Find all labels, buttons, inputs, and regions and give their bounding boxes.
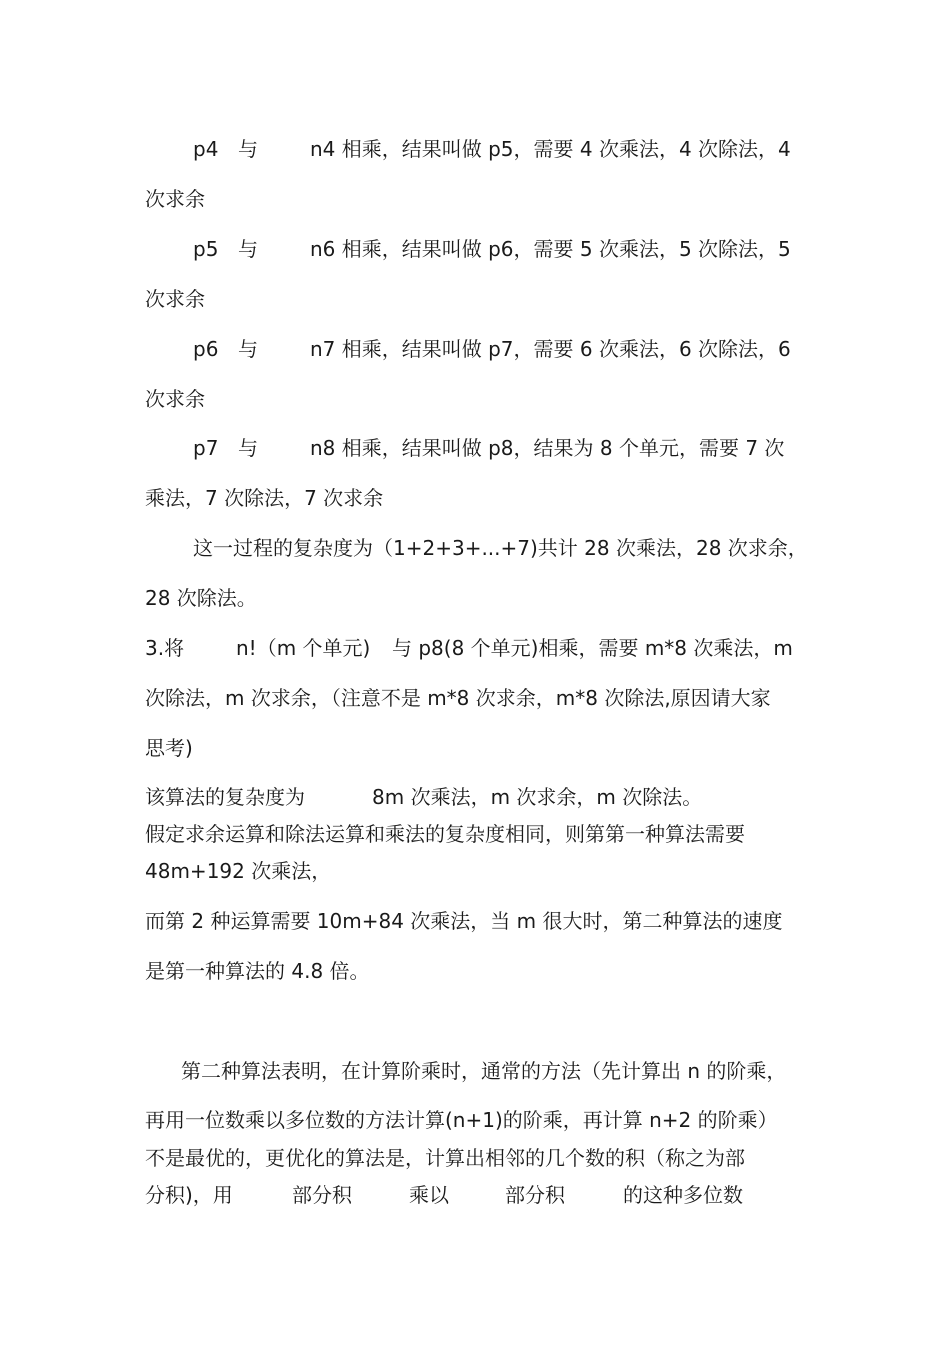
text-run: 3.将 [145,636,185,660]
text-run: 次求余 [145,287,205,311]
text-run: 不是最优的，更优化的算法是，计算出相邻的几个数的积（称之为部 [145,1146,745,1170]
text-run: 假定求余运算和除法运算和乘法的复杂度相同，则第第一种算法需要 [145,822,745,846]
text-run: 次除法，m 次求余，（注意不是 m*8 次求余，m*8 次除法,原因请大家 [145,686,771,710]
text-run: 与 [238,137,258,161]
text-run: 分积)，用 [145,1183,233,1207]
text-run: n6 相乘，结果叫做 p6，需要 5 次乘法，5 次除法，5 [310,237,791,261]
text-run: p6 [193,337,219,361]
text-run: 28 次除法。 [145,586,257,610]
text-run: 这一过程的复杂度为（1+2+3+...+7)共计 28 次乘法，28 次求余， [193,536,808,560]
text-run: 思考) [145,736,193,760]
text-run: 第二种算法表明，在计算阶乘时，通常的方法（先计算出 n 的阶乘， [181,1059,787,1083]
text-run: 而第 2 种运算需要 10m+84 次乘法，当 m 很大时，第二种算法的速度 [145,909,783,933]
text-run: n!（m 个单元) [236,636,371,660]
text-run: 与 [238,337,258,361]
text-run: 与 [238,436,258,460]
text-run: 该算法的复杂度为 [145,785,305,809]
text-run: 与 p8(8 个单元)相乘，需要 m*8 次乘法，m [392,636,793,660]
text-run: 48m+192 次乘法， [145,859,332,883]
text-run: 部分积 [292,1183,352,1207]
text-run: 是第一种算法的 4.8 倍。 [145,959,370,983]
text-run: n8 相乘，结果叫做 p8，结果为 8 个单元，需要 7 次 [310,436,785,460]
text-run: 乘以 [409,1183,449,1207]
text-run: p5 [193,237,219,261]
text-run: p4 [193,137,219,161]
text-run: 次求余 [145,387,205,411]
text-run: n4 相乘，结果叫做 p5，需要 4 次乘法，4 次除法，4 [310,137,791,161]
text-line [0,959,370,1031]
text-run: 乘法，7 次除法，7 次求余 [145,486,384,510]
text-run: 再用一位数乘以多位数的方法计算(n+1)的阶乘，再计算 n+2 的阶乘） [145,1108,778,1132]
text-run: 部分积 [505,1183,565,1207]
text-run: 8m 次乘法，m 次求余，m 次除法。 [372,785,703,809]
text-run: p7 [193,436,219,460]
text-run: 与 [238,237,258,261]
text-run: 的这种多位数 [623,1183,743,1207]
text-run: n7 相乘，结果叫做 p7，需要 6 次乘法，6 次除法，6 [310,337,791,361]
text-run: 次求余 [145,187,205,211]
text-line [0,1183,743,1351]
